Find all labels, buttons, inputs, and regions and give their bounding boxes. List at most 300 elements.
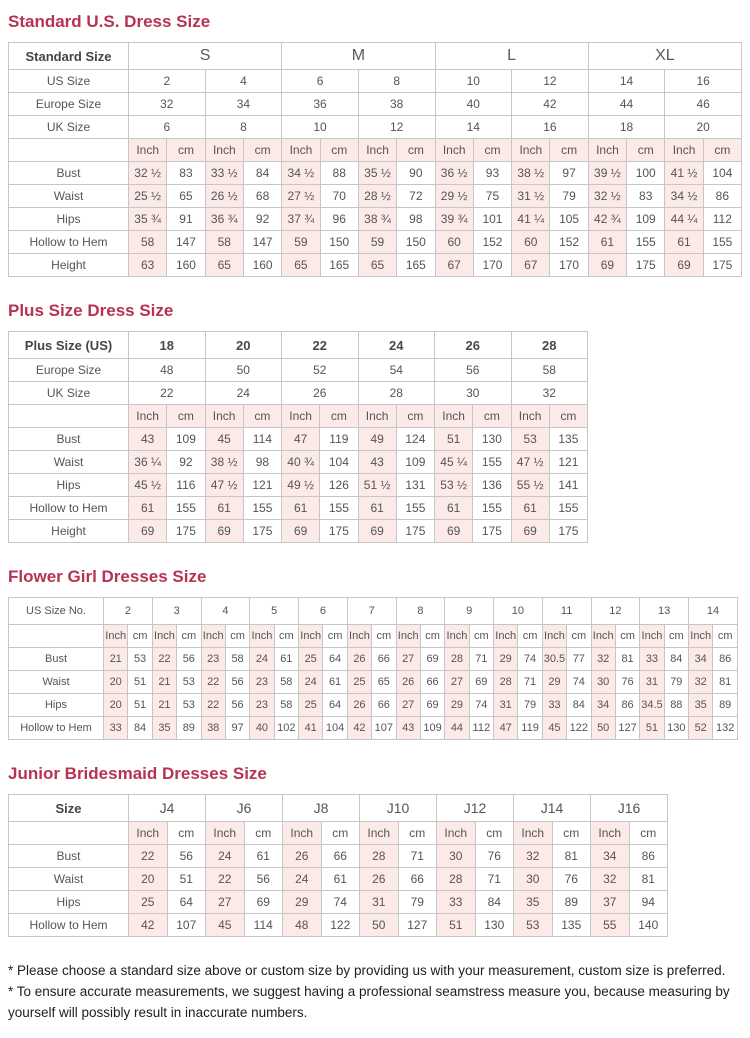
measure-cm-value: 150 xyxy=(320,231,358,254)
measure-cm-value: 79 xyxy=(518,694,542,717)
measure-inch-value: 65 xyxy=(358,254,396,277)
measure-inch-value: 53 xyxy=(511,428,549,451)
measure-cm-value: 79 xyxy=(550,185,588,208)
unit-inch-label: Inch xyxy=(129,139,167,162)
measure-cm-value: 109 xyxy=(420,717,444,740)
measure-inch-value: 38 xyxy=(201,717,225,740)
size-value: 50 xyxy=(205,359,282,382)
size-value: 46 xyxy=(665,93,742,116)
unit-inch-label: Inch xyxy=(435,139,473,162)
measure-cm-value: 112 xyxy=(703,208,741,231)
measure-inch-value: 31 xyxy=(494,694,518,717)
measure-cm-value: 165 xyxy=(320,254,358,277)
row-label: Bust xyxy=(9,428,129,451)
row-label xyxy=(9,405,129,428)
size-value: 52 xyxy=(282,359,359,382)
measure-inch-value: 45 xyxy=(206,914,245,937)
unit-inch-label: Inch xyxy=(494,625,518,648)
row-label: Europe Size xyxy=(9,359,129,382)
size-group-label: L xyxy=(435,43,588,70)
measure-inch-value: 50 xyxy=(591,717,615,740)
measure-cm-value: 121 xyxy=(549,451,587,474)
measure-inch-value: 42 xyxy=(129,914,168,937)
measure-inch-value: 45 ½ xyxy=(129,474,167,497)
measure-inch-value: 60 xyxy=(512,231,550,254)
size-value: 28 xyxy=(358,382,435,405)
measure-cm-value: 69 xyxy=(420,648,444,671)
size-group-label: 4 xyxy=(201,598,250,625)
unit-inch-label: Inch xyxy=(640,625,664,648)
measure-cm-value: 56 xyxy=(244,868,283,891)
unit-inch-label: Inch xyxy=(396,625,420,648)
unit-cm-label: cm xyxy=(323,625,347,648)
row-label: Waist xyxy=(9,868,129,891)
row-label: Bust xyxy=(9,845,129,868)
plus-size-table xyxy=(8,331,742,543)
measure-cm-value: 56 xyxy=(225,671,249,694)
unit-cm-label: cm xyxy=(518,625,542,648)
size-group-label: 2 xyxy=(104,598,153,625)
measure-cm-value: 70 xyxy=(320,185,358,208)
measure-cm-value: 155 xyxy=(320,497,358,520)
unit-inch-label: Inch xyxy=(129,822,168,845)
measure-inch-value: 45 xyxy=(205,428,243,451)
measure-cm-value: 74 xyxy=(567,671,591,694)
unit-cm-label: cm xyxy=(615,625,639,648)
measure-cm-value: 79 xyxy=(664,671,688,694)
measure-inch-value: 59 xyxy=(282,231,320,254)
measure-cm-value: 175 xyxy=(473,520,511,543)
measure-cm-value: 109 xyxy=(396,451,434,474)
unit-inch-label: Inch xyxy=(205,405,243,428)
section-title-junior: Junior Bridesmaid Dresses Size xyxy=(8,764,267,783)
unit-cm-label: cm xyxy=(177,625,201,648)
measure-cm-value: 83 xyxy=(627,185,665,208)
measure-cm-value: 88 xyxy=(664,694,688,717)
unit-inch-label: Inch xyxy=(437,822,476,845)
measure-inch-value: 25 xyxy=(347,671,371,694)
measure-cm-value: 101 xyxy=(473,208,511,231)
measure-cm-value: 89 xyxy=(552,891,591,914)
measure-cm-value: 53 xyxy=(177,694,201,717)
measure-inch-value: 34 ½ xyxy=(665,185,703,208)
measure-inch-value: 43 xyxy=(396,717,420,740)
unit-cm-label: cm xyxy=(167,822,206,845)
measure-inch-value: 23 xyxy=(201,648,225,671)
measure-inch-value: 69 xyxy=(665,254,703,277)
measure-cm-value: 79 xyxy=(398,891,437,914)
unit-cm-label: cm xyxy=(629,822,668,845)
measure-cm-value: 105 xyxy=(550,208,588,231)
measure-inch-value: 29 ½ xyxy=(435,185,473,208)
measure-inch-value: 33 xyxy=(437,891,476,914)
size-group-label: J14 xyxy=(514,795,591,822)
measure-inch-value: 20 xyxy=(129,868,168,891)
measure-inch-value: 69 xyxy=(205,520,243,543)
measure-cm-value: 122 xyxy=(321,914,360,937)
measure-inch-value: 33 xyxy=(542,694,566,717)
measure-cm-value: 56 xyxy=(225,694,249,717)
measure-cm-value: 109 xyxy=(167,428,205,451)
measure-cm-value: 76 xyxy=(475,845,514,868)
measure-cm-value: 104 xyxy=(320,451,358,474)
measure-inch-value: 41 ½ xyxy=(665,162,703,185)
measure-inch-value: 25 ½ xyxy=(129,185,167,208)
measure-inch-value: 48 xyxy=(283,914,322,937)
measure-inch-value: 30 xyxy=(514,868,553,891)
unit-cm-label: cm xyxy=(420,625,444,648)
measure-cm-value: 141 xyxy=(549,474,587,497)
footnote-standard-or-custom: * Please choose a standard size above or custom size by providing us with your measurement, custom size is preferred. xyxy=(8,963,726,978)
unit-cm-label: cm xyxy=(243,405,281,428)
unit-cm-label: cm xyxy=(627,139,665,162)
measure-cm-value: 155 xyxy=(167,497,205,520)
measure-inch-value: 43 xyxy=(358,451,396,474)
unit-inch-label: Inch xyxy=(435,405,473,428)
measure-cm-value: 86 xyxy=(713,648,738,671)
unit-inch-label: Inch xyxy=(591,822,630,845)
measure-inch-value: 36 ½ xyxy=(435,162,473,185)
measure-inch-value: 51 ½ xyxy=(358,474,396,497)
size-group-label: 20 xyxy=(205,332,282,359)
measure-inch-value: 41 xyxy=(299,717,323,740)
row-label: Hips xyxy=(9,694,104,717)
measure-cm-value: 51 xyxy=(128,694,152,717)
measure-inch-value: 47 xyxy=(494,717,518,740)
measure-inch-value: 35 ¾ xyxy=(129,208,167,231)
measure-inch-value: 51 xyxy=(437,914,476,937)
row-label: Height xyxy=(9,520,129,543)
measure-inch-value: 69 xyxy=(282,520,320,543)
section-title-plus: Plus Size Dress Size xyxy=(8,301,174,320)
unit-cm-label: cm xyxy=(243,139,281,162)
size-value: 6 xyxy=(129,116,206,139)
unit-inch-label: Inch xyxy=(358,405,396,428)
measure-cm-value: 107 xyxy=(372,717,396,740)
row-label: Hollow to Hem xyxy=(9,914,129,937)
unit-inch-label: Inch xyxy=(282,139,320,162)
measure-cm-value: 61 xyxy=(321,868,360,891)
row-label: Europe Size xyxy=(9,93,129,116)
size-value: 12 xyxy=(358,116,435,139)
measure-inch-value: 26 xyxy=(347,648,371,671)
measure-inch-value: 42 xyxy=(347,717,371,740)
unit-inch-label: Inch xyxy=(514,822,553,845)
size-group-label: M xyxy=(282,43,435,70)
measure-inch-value: 31 ½ xyxy=(512,185,550,208)
measure-cm-value: 86 xyxy=(703,185,741,208)
measure-inch-value: 61 xyxy=(665,231,703,254)
measure-cm-value: 71 xyxy=(475,868,514,891)
measure-cm-value: 92 xyxy=(243,208,281,231)
size-group-label: 3 xyxy=(152,598,201,625)
measure-cm-value: 175 xyxy=(627,254,665,277)
measure-cm-value: 84 xyxy=(567,694,591,717)
size-value: 42 xyxy=(512,93,589,116)
row-label: US Size xyxy=(9,70,129,93)
row-label xyxy=(9,139,129,162)
size-value: 2 xyxy=(129,70,206,93)
measure-inch-value: 28 ½ xyxy=(358,185,396,208)
size-value: 24 xyxy=(205,382,282,405)
measure-cm-value: 75 xyxy=(473,185,511,208)
measure-inch-value: 29 xyxy=(494,648,518,671)
measure-cm-value: 61 xyxy=(274,648,298,671)
measure-inch-value: 45 ¼ xyxy=(435,451,473,474)
corner-label: Standard Size xyxy=(9,43,129,70)
unit-cm-label: cm xyxy=(321,822,360,845)
flower-girl-table xyxy=(8,597,742,740)
unit-inch-label: Inch xyxy=(689,625,713,648)
measure-cm-value: 86 xyxy=(615,694,639,717)
size-value: 20 xyxy=(665,116,742,139)
unit-inch-label: Inch xyxy=(152,625,176,648)
measure-inch-value: 24 xyxy=(250,648,274,671)
unit-inch-label: Inch xyxy=(445,625,469,648)
measure-cm-value: 77 xyxy=(567,648,591,671)
unit-cm-label: cm xyxy=(473,405,511,428)
unit-cm-label: cm xyxy=(713,625,738,648)
measure-inch-value: 65 xyxy=(205,254,243,277)
size-group-label: 6 xyxy=(299,598,348,625)
measure-inch-value: 24 xyxy=(299,671,323,694)
measure-inch-value: 69 xyxy=(358,520,396,543)
measure-cm-value: 175 xyxy=(243,520,281,543)
unit-inch-label: Inch xyxy=(347,625,371,648)
measure-cm-value: 130 xyxy=(475,914,514,937)
size-group-label: 8 xyxy=(396,598,445,625)
measure-inch-value: 49 xyxy=(358,428,396,451)
measure-cm-value: 175 xyxy=(703,254,741,277)
size-group-label: 11 xyxy=(542,598,591,625)
footnote-seamstress: * To ensure accurate measurements, we suggest having a professional seamstress measure you, because measuring by yourself will possibly result in inaccurate numbers. xyxy=(8,983,730,1020)
size-value: 56 xyxy=(435,359,512,382)
measure-cm-value: 160 xyxy=(167,254,205,277)
measure-cm-value: 94 xyxy=(629,891,668,914)
measure-inch-value: 29 xyxy=(542,671,566,694)
unit-inch-label: Inch xyxy=(250,625,274,648)
measure-inch-value: 26 xyxy=(283,845,322,868)
size-value: 54 xyxy=(358,359,435,382)
measure-cm-value: 155 xyxy=(703,231,741,254)
measure-cm-value: 76 xyxy=(552,868,591,891)
size-value: 58 xyxy=(511,359,588,382)
measure-cm-value: 155 xyxy=(473,451,511,474)
measure-inch-value: 58 xyxy=(129,231,167,254)
row-label: UK Size xyxy=(9,116,129,139)
row-label xyxy=(9,625,104,648)
measure-inch-value: 32 xyxy=(591,868,630,891)
unit-cm-label: cm xyxy=(550,139,588,162)
measure-inch-value: 38 ½ xyxy=(205,451,243,474)
measure-inch-value: 61 xyxy=(205,497,243,520)
measure-inch-value: 24 xyxy=(206,845,245,868)
measure-inch-value: 32 ½ xyxy=(129,162,167,185)
measure-inch-value: 41 ¼ xyxy=(512,208,550,231)
data-table xyxy=(8,331,588,543)
measure-cm-value: 72 xyxy=(397,185,435,208)
size-group-label: 26 xyxy=(435,332,512,359)
row-label: UK Size xyxy=(9,382,129,405)
measure-cm-value: 135 xyxy=(552,914,591,937)
measure-cm-value: 74 xyxy=(469,694,493,717)
measure-cm-value: 114 xyxy=(243,428,281,451)
size-group-label: 18 xyxy=(129,332,206,359)
measure-cm-value: 175 xyxy=(396,520,434,543)
measure-cm-value: 66 xyxy=(372,694,396,717)
measure-inch-value: 37 ¾ xyxy=(282,208,320,231)
unit-inch-label: Inch xyxy=(512,139,550,162)
measure-cm-value: 170 xyxy=(550,254,588,277)
size-value: 44 xyxy=(588,93,665,116)
measure-cm-value: 165 xyxy=(397,254,435,277)
measure-inch-value: 30 xyxy=(437,845,476,868)
measure-inch-value: 36 ¼ xyxy=(129,451,167,474)
measure-cm-value: 116 xyxy=(167,474,205,497)
measure-inch-value: 39 ¾ xyxy=(435,208,473,231)
measure-cm-value: 71 xyxy=(469,648,493,671)
measure-cm-value: 90 xyxy=(397,162,435,185)
measure-cm-value: 84 xyxy=(128,717,152,740)
measure-cm-value: 97 xyxy=(550,162,588,185)
measure-inch-value: 53 xyxy=(514,914,553,937)
measure-cm-value: 114 xyxy=(244,914,283,937)
measure-inch-value: 61 xyxy=(358,497,396,520)
measure-cm-value: 155 xyxy=(627,231,665,254)
data-table xyxy=(8,794,668,937)
measure-cm-value: 112 xyxy=(469,717,493,740)
measure-cm-value: 69 xyxy=(469,671,493,694)
measure-inch-value: 21 xyxy=(104,648,128,671)
unit-cm-label: cm xyxy=(703,139,741,162)
measure-cm-value: 91 xyxy=(167,208,205,231)
measure-inch-value: 27 ½ xyxy=(282,185,320,208)
size-value: 40 xyxy=(435,93,512,116)
measure-cm-value: 152 xyxy=(550,231,588,254)
measure-inch-value: 34.5 xyxy=(640,694,664,717)
size-group-label: J4 xyxy=(129,795,206,822)
row-label: Hips xyxy=(9,474,129,497)
unit-cm-label: cm xyxy=(372,625,396,648)
row-label: Waist xyxy=(9,671,104,694)
measure-cm-value: 83 xyxy=(167,162,205,185)
measure-cm-value: 102 xyxy=(274,717,298,740)
unit-inch-label: Inch xyxy=(282,405,320,428)
measure-cm-value: 53 xyxy=(177,671,201,694)
measure-cm-value: 122 xyxy=(567,717,591,740)
measure-cm-value: 81 xyxy=(629,868,668,891)
size-value: 32 xyxy=(129,93,206,116)
measure-inch-value: 38 ½ xyxy=(512,162,550,185)
measure-inch-value: 63 xyxy=(129,254,167,277)
measure-inch-value: 28 xyxy=(437,868,476,891)
unit-cm-label: cm xyxy=(167,139,205,162)
measure-cm-value: 130 xyxy=(664,717,688,740)
section-plus-size xyxy=(8,301,742,543)
measure-cm-value: 147 xyxy=(167,231,205,254)
size-value: 8 xyxy=(358,70,435,93)
measure-cm-value: 170 xyxy=(473,254,511,277)
measure-inch-value: 61 xyxy=(511,497,549,520)
measure-inch-value: 20 xyxy=(104,694,128,717)
standard-size-table xyxy=(8,42,742,277)
unit-inch-label: Inch xyxy=(542,625,566,648)
measure-cm-value: 66 xyxy=(321,845,360,868)
measure-cm-value: 127 xyxy=(398,914,437,937)
size-group-label: J16 xyxy=(591,795,668,822)
measure-cm-value: 97 xyxy=(225,717,249,740)
measure-cm-value: 71 xyxy=(518,671,542,694)
size-value: 6 xyxy=(282,70,359,93)
corner-label: US Size No. xyxy=(9,598,104,625)
size-group-label: XL xyxy=(588,43,741,70)
unit-cm-label: cm xyxy=(473,139,511,162)
measure-cm-value: 89 xyxy=(713,694,738,717)
size-value: 16 xyxy=(665,70,742,93)
unit-cm-label: cm xyxy=(396,405,434,428)
measure-cm-value: 56 xyxy=(167,845,206,868)
size-group-label: J6 xyxy=(206,795,283,822)
measure-cm-value: 68 xyxy=(243,185,281,208)
unit-inch-label: Inch xyxy=(201,625,225,648)
measure-cm-value: 61 xyxy=(323,671,347,694)
measure-cm-value: 51 xyxy=(167,868,206,891)
measure-inch-value: 36 ¾ xyxy=(205,208,243,231)
section-junior-bridesmaid xyxy=(8,764,742,937)
size-value: 36 xyxy=(282,93,359,116)
measure-inch-value: 35 ½ xyxy=(358,162,396,185)
size-value: 30 xyxy=(435,382,512,405)
measure-inch-value: 28 xyxy=(445,648,469,671)
measure-cm-value: 76 xyxy=(615,671,639,694)
measure-cm-value: 66 xyxy=(420,671,444,694)
size-group-label: 22 xyxy=(282,332,359,359)
measure-cm-value: 155 xyxy=(549,497,587,520)
row-label: Bust xyxy=(9,162,129,185)
measure-inch-value: 27 xyxy=(396,648,420,671)
measure-inch-value: 27 xyxy=(396,694,420,717)
measure-inch-value: 34 xyxy=(591,845,630,868)
measure-inch-value: 25 xyxy=(299,694,323,717)
size-value: 14 xyxy=(588,70,665,93)
measure-inch-value: 28 xyxy=(494,671,518,694)
row-label: Waist xyxy=(9,451,129,474)
measure-cm-value: 81 xyxy=(552,845,591,868)
measure-inch-value: 35 xyxy=(689,694,713,717)
measure-inch-value: 69 xyxy=(129,520,167,543)
measure-inch-value: 22 xyxy=(201,694,225,717)
size-value: 10 xyxy=(435,70,512,93)
unit-inch-label: Inch xyxy=(205,139,243,162)
section-standard-size xyxy=(8,12,742,277)
measure-cm-value: 74 xyxy=(518,648,542,671)
size-value: 4 xyxy=(205,70,282,93)
measure-inch-value: 69 xyxy=(511,520,549,543)
row-label: Waist xyxy=(9,185,129,208)
size-value: 32 xyxy=(511,382,588,405)
measure-inch-value: 44 xyxy=(445,717,469,740)
measure-cm-value: 104 xyxy=(323,717,347,740)
measure-inch-value: 37 xyxy=(591,891,630,914)
measure-cm-value: 155 xyxy=(396,497,434,520)
measure-inch-value: 28 xyxy=(360,845,399,868)
unit-inch-label: Inch xyxy=(588,139,626,162)
measure-inch-value: 40 ¾ xyxy=(282,451,320,474)
measure-inch-value: 30.5 xyxy=(542,648,566,671)
measure-inch-value: 58 xyxy=(205,231,243,254)
unit-cm-label: cm xyxy=(552,822,591,845)
row-label: Hips xyxy=(9,891,129,914)
